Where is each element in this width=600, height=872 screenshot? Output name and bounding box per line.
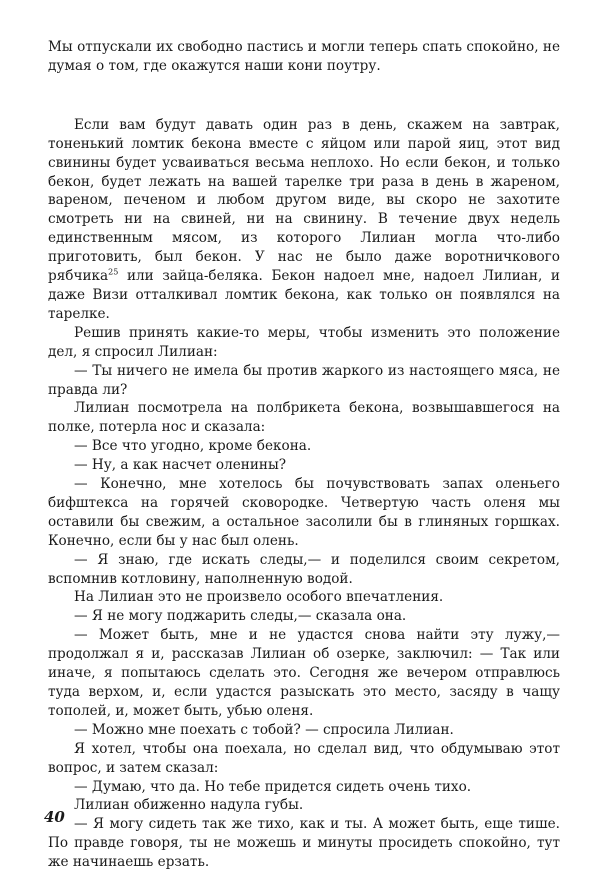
page-number: 40 <box>44 808 65 826</box>
dialogue-line: — Можно мне поехать с тобой? — спросила Лилиан. <box>74 721 454 738</box>
paragraph: Лилиан посмотрела на полбрикета бекона, возвышавшегося на полке, потерла нос и сказала: <box>48 400 560 436</box>
section-gap <box>48 76 560 116</box>
dialogue-line: — Я знаю, где искать следы,— и поделился своим секретом, вспомнив котловину, наполненную водой. <box>48 551 560 587</box>
dialogue-line: — Думаю, что да. Но тебе придется сидеть очень тихо. <box>74 778 472 795</box>
paragraph-bacon <box>48 116 560 324</box>
dialogue-line: — Я не могу поджарить следы,— сказала она. <box>74 608 407 625</box>
paragraph: Лилиан обиженно надула губы. <box>74 797 304 814</box>
dialogue-line: — Все что угодно, кроме бекона. <box>74 438 312 455</box>
dialogue-line: — Конечно, мне хотелось бы почувствовать запах оленьего бифштекса на горячей сковородке. Четвертую часть оленя мы оставили бы свежим, а остальное засолили бы в глиняных горшках. Конечно, если бы у нас был олень. <box>48 476 560 549</box>
dialogue-line: — Я могу сидеть так же тихо, как и ты. А может быть, еще тише. По правде говоря, ты не можешь и минуты просидеть спокойно, тут же начинаешь ерзать. <box>48 816 560 871</box>
paragraph-intro: Мы отпускали их свободно пастись и могли теперь спать спокойно, не думая о том, где окажутся наши кони поутру. <box>48 39 560 74</box>
footnote-marker: 25 <box>108 267 119 277</box>
paragraph: Я хотел, чтобы она поехала, но сделал вид, что обдумываю этот вопрос, и затем сказал: <box>48 740 560 776</box>
dialogue-line: — Ты ничего не имела бы против жаркого из настоящего мяса, не правда ли? <box>48 362 560 398</box>
paragraph-bacon-part2: или зайца-беляка. Бекон надоел мне, надоел Лилиан, и даже Визи отталкивал ломтик бекона, как только он появлялся на тарелке. <box>48 268 560 322</box>
paragraph: На Лилиан это не произвело особого впечатления. <box>74 589 444 606</box>
dialogue-line: — Может быть, мне и не удастся снова найти эту лужу,— продолжал я и, рассказав Лилиан об озерке, заключил: — Так или иначе, я попытаюсь сделать это. Сегодня же вечером отправлюсь туда верхом, и, если удастся разыскать это место, засяду в чащу тополей, и, может быть, убью оленя. <box>48 627 560 719</box>
paragraph: Решив принять какие-то меры, чтобы изменить это положение дел, я спросил Лилиан: <box>48 324 560 360</box>
paragraph-bacon-part1: Если вам будут давать один раз в день, скажем на завтрак, тоненький ломтик бекона вместе с яйцом или парой яиц, этот вид свинины будет усваиваться весьма неплохо. Но если бекон, и только бекон, будет лежать на вашей тарелке три раза в день в жареном, вареном, печеном и любом другом виде, вы скоро не захотите смотреть ни на свиней, ни на свинину. В течение двух недель единственным мясом, из которого Лилиан могла что-либо приготовить, был бекон. У нас не было даже воротничкового рябчика <box>48 116 560 285</box>
dialogue-line: — Ну, а как насчет оленины? <box>74 457 287 474</box>
page-body <box>48 38 560 872</box>
